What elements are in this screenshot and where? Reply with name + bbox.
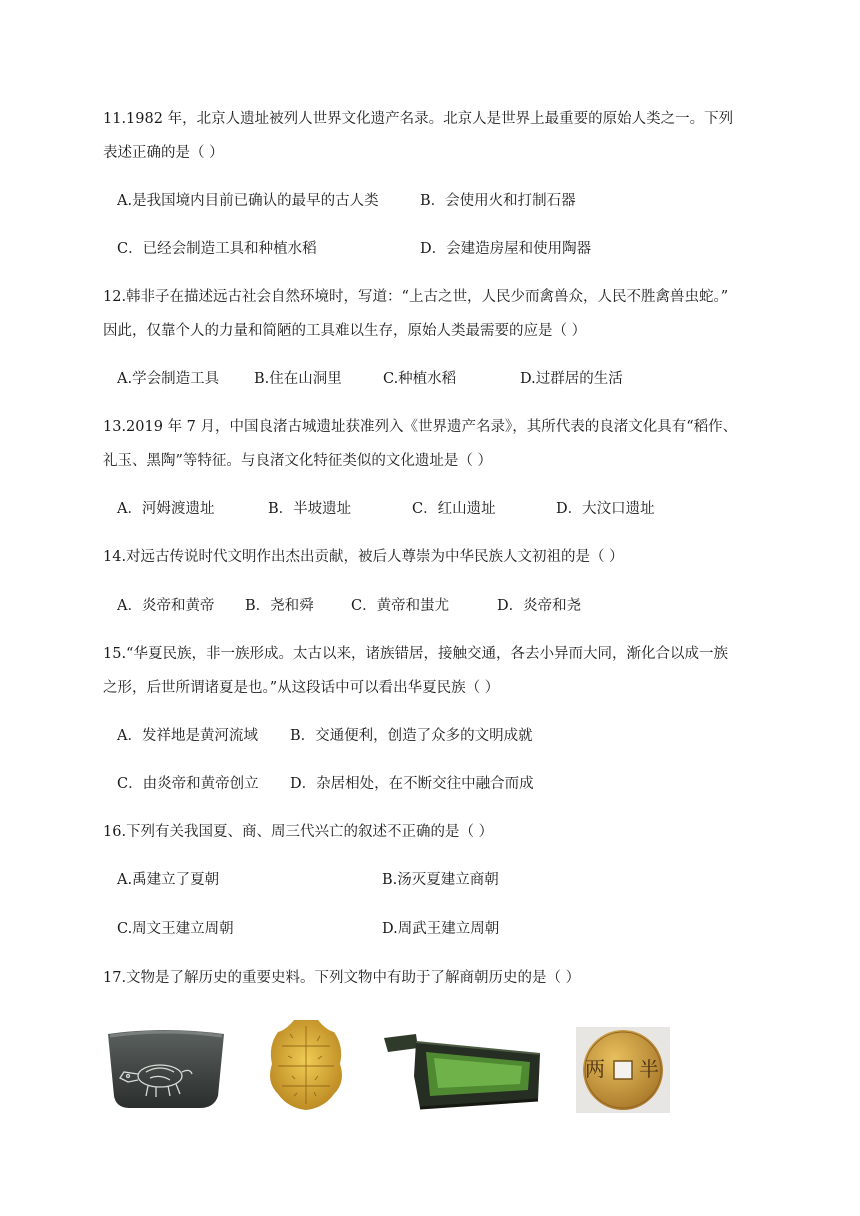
question-13-option-a: A．河姆渡遗址	[117, 501, 215, 517]
question-12-option-a: A.学会制造工具	[117, 371, 220, 387]
question-15-option-c: C．由炎帝和黄帝创立	[117, 776, 259, 792]
oracle-bone-turtle-shell-image	[264, 1016, 348, 1112]
question-14-option-a: A．炎帝和黄帝	[117, 598, 215, 614]
stone-pig-carving-icon	[104, 1024, 228, 1110]
question-17-line-1: 17.文物是了解历史的重要史料。下列文物中有助于了解商朝历史的是（ ）	[103, 970, 581, 986]
question-12-line-1: 12.韩非子在描述远古社会自然环境时，写道：“上古之世，人民少而禽兽众，人民不胜禽兽虫蛇。”	[103, 289, 729, 305]
question-13-option-c: C．红山遗址	[412, 501, 496, 517]
question-15-option-a: A．发祥地是黄河流域	[117, 728, 258, 744]
question-12-line-2: 因此，仅靠个人的力量和简陋的工具难以生存，原始人类最需要的应是（ ）	[103, 323, 587, 339]
question-11-option-c: C．已经会制造工具和种植水稻	[117, 241, 317, 257]
question-14-option-d: D．炎帝和尧	[497, 598, 582, 614]
question-13-line-2: 礼玉、黑陶”等特征。与良渚文化特征类似的文化遗址是（ ）	[103, 453, 493, 469]
question-15-option-d: D．杂居相处，在不断交往中融合而成	[290, 776, 534, 792]
question-11-line-1: 11.1982 年，北京人遗址被列人世界文化遗产名录。北京人是世界上最重要的原始人类之一。下列	[103, 111, 734, 127]
question-16-option-c: C.周文王建立周朝	[117, 921, 234, 937]
question-11-option-a: A.是我国境内目前已确认的最早的古人类	[117, 193, 379, 209]
question-16-option-b: B.汤灭夏建立商朝	[382, 872, 499, 888]
stone-pig-carving-image	[104, 1024, 228, 1110]
question-11-option-d: D．会建造房屋和使用陶器	[420, 241, 592, 257]
question-14-option-b: B．尧和舜	[245, 598, 314, 614]
question-13-option-b: B．半坡遗址	[268, 501, 352, 517]
coin-right-character: 半	[639, 1057, 659, 1081]
question-14-line-1: 14.对远古传说时代文明作出杰出贡献，被后人尊崇为中华民族人文初祖的是（ ）	[103, 549, 624, 565]
question-13-line-1: 13.2019 年 7 月，中国良渚古城遗址获准列入《世界遗产名录》，其所代表的良渚文化具有“稻作、	[103, 419, 738, 435]
question-15-line-1: 15.“华夏民族，非一族形成。太古以来，诸族错居，接触交通，各去小异而大同，渐化合以成一族	[103, 646, 728, 662]
question-12-option-c: C.种植水稻	[383, 371, 457, 387]
question-15-line-2: 之形，后世所谓诸夏是也。”从这段话中可以看出华夏民族（ ）	[103, 680, 500, 696]
question-14-option-c: C．黄帝和蚩尤	[351, 598, 450, 614]
bronze-artifact-icon	[380, 1028, 546, 1114]
banliang-coin-image	[576, 1027, 670, 1113]
question-16-line-1: 16.下列有关我国夏、商、周三代兴亡的叙述不正确的是（ ）	[103, 824, 494, 840]
question-16-option-d: D.周武王建立周朝	[382, 921, 500, 937]
question-16-option-a: A.禹建立了夏朝	[117, 872, 220, 888]
question-11-line-2: 表述正确的是（ ）	[103, 145, 224, 161]
coin-left-character: 两	[585, 1057, 605, 1081]
question-12-option-d: D.过群居的生活	[520, 371, 623, 387]
question-11-option-b: B．会使用火和打制石器	[420, 193, 576, 209]
question-15-option-b: B．交通便利，创造了众多的文明成就	[290, 728, 533, 744]
turtle-shell-icon	[264, 1016, 348, 1112]
question-12-option-b: B.住在山洞里	[254, 371, 342, 387]
question-13-option-d: D．大汶口遗址	[556, 501, 655, 517]
bronze-seal-image	[380, 1028, 546, 1114]
